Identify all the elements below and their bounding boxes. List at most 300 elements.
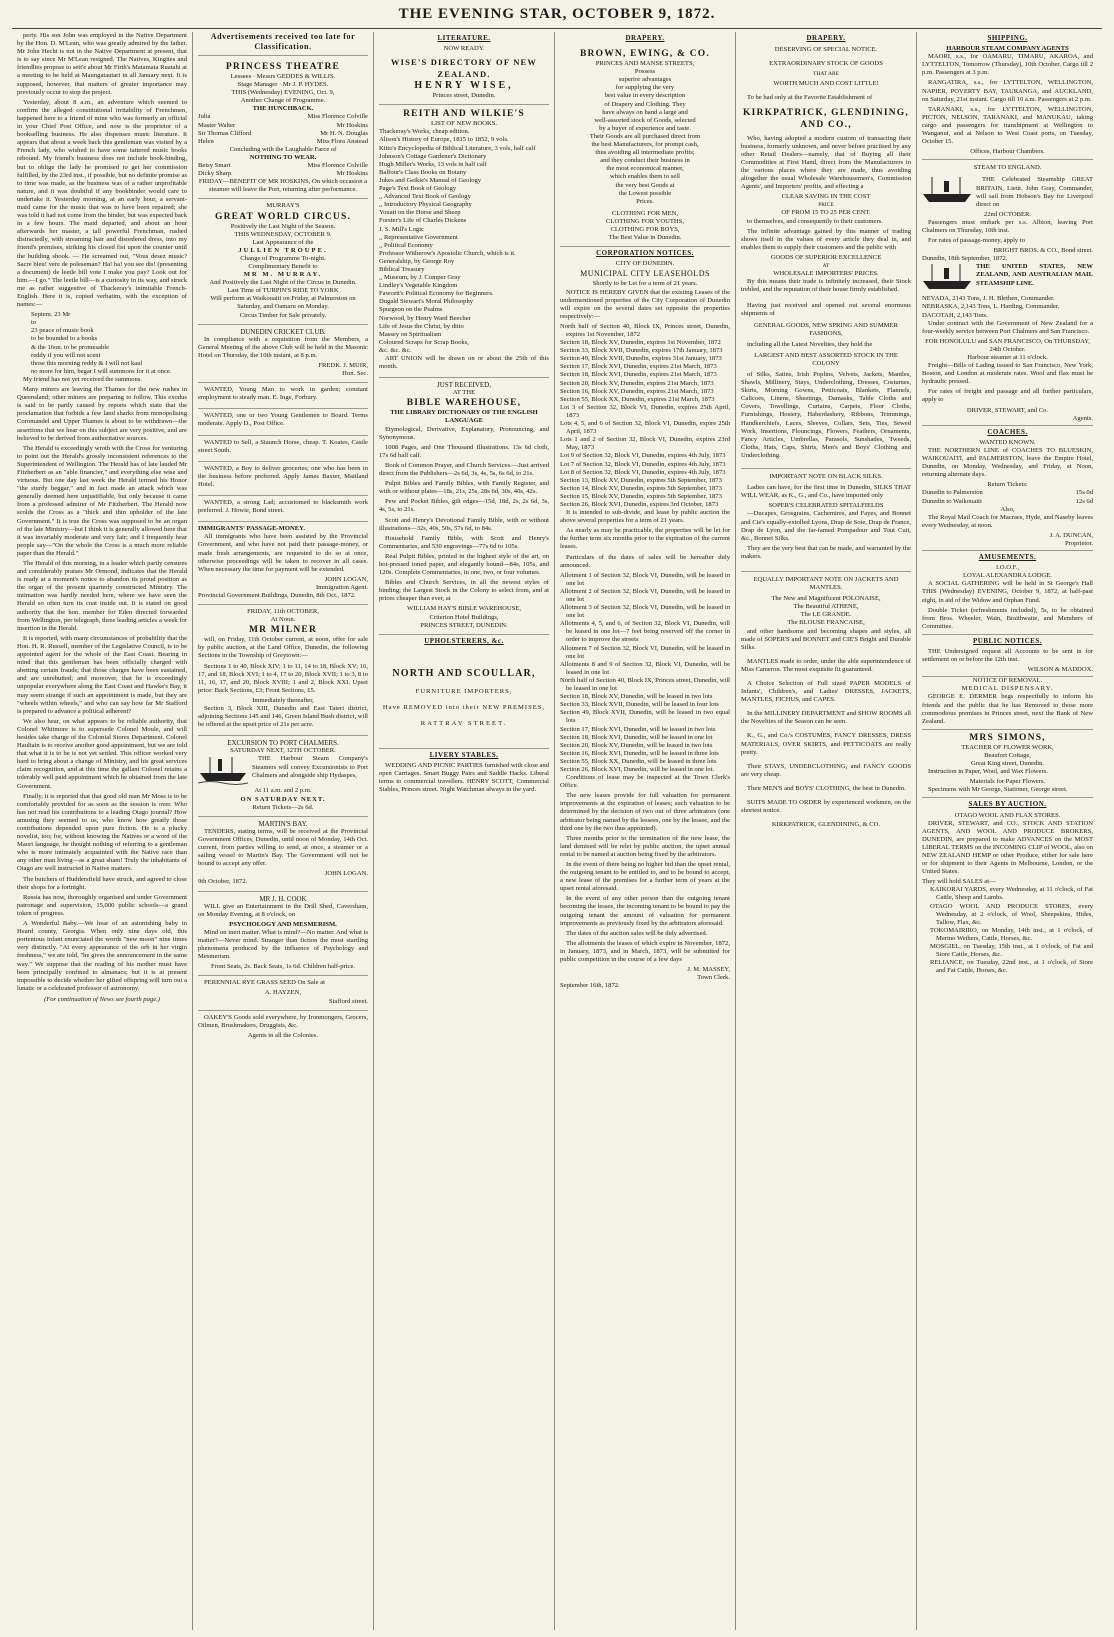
book-item: Massey on Spiritualism (379, 330, 442, 338)
news-paragraph: The butchers of Huddersfield have struck, and agreed to close their shops for a fortnight. (17, 875, 187, 891)
kirk-to: to themselves, and consequently to their customers. (747, 217, 883, 225)
allotment-item: Section 49, Block XVII, Dunedin, will be leased in two equal lots (560, 709, 730, 725)
northern-line: THE NORTHERN LINE of COACHES TO BLUESKIN, WAIKOUAITI, and PALMERSTON, leave the Empire Hotel, Dunedin, on Monday, Wednesday, and Friday, at Noon, returning alternate days. (922, 446, 1093, 479)
book-item: Fawcett's Political Economy for Beginners. (379, 290, 494, 298)
kirk-of: OF FROM 15 TO 25 PER CENT. (781, 209, 871, 217)
book-item: Forster's Life of Charles Dickens (379, 217, 467, 225)
steamship-icon (922, 176, 972, 206)
wanted-ad (198, 383, 368, 409)
circus-title: GREAT WORLD CIRCUS. (214, 211, 352, 222)
bible-at: AT THE (452, 389, 476, 397)
allotment-item: Allotment 1 of Section 32, Block VI, Dunedin, will be leased in one lot (560, 571, 730, 587)
bible-body: 1008 Pages, and One Thousand Illustrations. 13s 6d cloth, 17s 6d half calf. (379, 443, 549, 459)
ship-item: NEBRASKA, 2,143 Tons, L. Harding, Commander. (922, 303, 1060, 311)
north-addr: RATTRAY STREET. (420, 720, 508, 727)
column-5 (736, 32, 917, 1630)
reith-sub: LIST OF NEW BOOKS. (430, 120, 498, 128)
brown-line: the most economical manner, (606, 165, 684, 173)
cast-role: Julia (198, 113, 211, 121)
kirk-having: Having just received and opened out several enormous shipments of (741, 302, 911, 318)
wanted-known: WANTED KNOWN. (979, 438, 1036, 446)
ioof: I.O.O.F., (995, 564, 1020, 572)
reith-title: REITH AND WILKIE'S (403, 109, 525, 120)
milner-more: Section 3, Block XIII, Dunedin and East Taieri district, adjoining Sections 145 and 146, Green Island Bush district, will be offered at the upset price of 21s per acre. (198, 705, 368, 729)
martins-title: MARTIN'S BAY. (258, 819, 308, 828)
wanted-text: WANTED, one or two Young Gentlemen to Board. Terms moderate. Apply D., Post Office. (198, 412, 368, 428)
lease-item: Section 20, Block XV, Dunedin, expires 21st March, 1873 (560, 379, 714, 387)
lease-list (560, 323, 730, 509)
book-item: ,, Museum, by J. Comper Gray (379, 274, 461, 282)
milner-date: FRIDAY, 11th OCTOBER, (247, 608, 319, 616)
wise-name: HENRY WISE, (414, 80, 514, 92)
bible-body: Pulpit Bibles and Family Bibles, with Family Register, and with or without plates—18s, 21s, 25s, 28s 6d, 30s, 40s, 42s. (379, 480, 549, 496)
book-item: Dugald Stewart's Moral Philosophy (379, 298, 474, 306)
maori-ad: MAORI, s.s., for OAMARU, TIMARU, AKAROA, and LYTTELTON, Tomorrow (Thursday), 10th October. Cargo till 2 p.m. Passengers at 3 p.m. (922, 53, 1093, 77)
excursion-body: THE Harbour Steam Company's Steamers will convey Excursionists to Port Chalmers and alongside ship Hydaspes, (252, 755, 368, 779)
fare-route: Dunedin to Palmerston (922, 489, 983, 497)
martins-sig: JOHN LOGAN. (324, 870, 368, 878)
cricket-ad (198, 325, 368, 384)
lease-item: Section 17, Block XVI, Dunedin, expires 21st March, 1873 (560, 363, 717, 371)
brown-line: of Drapery and Clothing. They (604, 100, 686, 108)
bible-body: Bibles and Church Services, in all the newest styles of binding; the Largest Stock in the Colony to select from, and at prices cheaper than ever, at (379, 579, 549, 603)
section-header: COACHES. (987, 427, 1028, 436)
circus-ad (198, 199, 368, 324)
dermer: GEORGE E. DERMER begs respectfully to inform his friends and the public that he has Removed to those more commodious premises in Princes street, next the Bank of New Zealand. (922, 693, 1093, 729)
kirk-sig: KIRKPATRICK, GLENDINING, & CO. (771, 821, 881, 829)
dates: The dates of the auction sales will be duly advertised. (566, 929, 708, 937)
bill-line: reddy if you will not scent (31, 351, 101, 359)
cast-actor: Miss Flora Anstead (316, 137, 368, 145)
book-item: ,, Advanced Text Book of Geology (379, 193, 471, 201)
allot: The allotments the leases of which expire in November, 1872, in January, 1873, and in March, 1873, will be submitted for public competition in the course of a few days (560, 939, 730, 964)
milner-ad (198, 605, 368, 736)
gb-ad: THE Celebrated Steamship GREAT BRITAIN, Lieut. John Gray, Commander, will sail from Hobson's Bay for Liverpool direct on (976, 176, 1093, 208)
brown-addr: PRINCES AND MANSE STREETS, (595, 60, 695, 68)
medical: MEDICAL DISPENSARY. (961, 685, 1054, 693)
harbour-agents: HARBOUR STEAM COMPANY AGENTS (946, 45, 1069, 53)
masthead: THE EVENING STAR, OCTOBER 9, 1872. (12, 6, 1102, 29)
brown-line: Prices. (636, 197, 654, 205)
section-header: PUBLIC NOTICES. (973, 636, 1042, 645)
excursion-time: At 11 a.m. and 2 p.m. (254, 787, 312, 795)
bill-line: those this morning reddy & I will not kaul (31, 359, 143, 367)
cast-actor: Mr Hoskins (336, 170, 368, 178)
cook-ad (198, 892, 368, 977)
duncan-sig: J. A. DUNCAN, (1049, 531, 1093, 539)
book-item: Biblical Treasury (379, 265, 425, 273)
brown-line: have always on hand a large and (602, 108, 688, 116)
milner-after: Immediately thereafter, (252, 696, 314, 704)
cook-title: MR J. H. COOK (259, 894, 307, 903)
bill-line: 23 peace of music book (31, 327, 94, 335)
book-item: Generalship, by George Roy (379, 257, 455, 265)
kirk-ladies: Ladies can have, for the first time in Dunedin, SILKS THAT WILL WEAR, as K., G., and Co., have imported only (741, 484, 911, 500)
simons-teacher: TEACHER OF FLOWER WORK, (961, 743, 1054, 751)
gb-ad2: Passengers must embark per s.s. Albion, leaving Port Chalmers on Thursday, 10th inst. (922, 218, 1093, 234)
circus-line: Last Appearance of the (252, 238, 314, 246)
lease-item: Section 49, Block XVII, Dunedin, expires 31st January, 1873 (560, 355, 722, 363)
brown-line: the very best Goods at (615, 181, 675, 189)
kirk-goods: GOODS OF SUPERIOR EXCELLENCE (770, 253, 882, 261)
ryegrass-ad (198, 976, 368, 1010)
book-item: Balfour's Class Books on Botany (379, 168, 467, 176)
lease-item: Section 26, Block XVI, Dunedin, expires 3rd October, 1873 (560, 500, 719, 508)
milner-body: will, on Friday, 11th October current, at noon, offer for sale by public auction, at the Land Office, Dunedin, the following Sections in the Township of Greytown:— (198, 636, 368, 660)
kirk-mantles: MANTLES made to order, under the able superintendence of Miss Cameron. The most exquisite fit guaranteed. (741, 657, 911, 673)
kirk-largest: LARGEST AND BEST ASSORTED STOCK IN THE COLONY (754, 351, 898, 367)
book-item: Youatt on the Horse and Sheep (379, 209, 461, 217)
allotment-item: Section 18, Block XV, Dunedin, will be leased in two lots (560, 693, 713, 701)
kirk-mens: Their MEN'S and BOYS' CLOTHING, the best in Dunedin. (747, 784, 906, 792)
kirk-newmag: The Beautiful ATHENE, (793, 603, 859, 611)
section-header: CORPORATION NOTICES. (596, 249, 694, 258)
lease-item: Lot 8 of Section 32, Block VI, Dunedin, expires 4th July, 1873 (560, 468, 726, 476)
loyal-lodge: LOYAL ALEXANDRA LODGE. (963, 572, 1052, 580)
section-header: DRAPERY. (806, 34, 846, 42)
ryegrass-sig: A. HAYZEN, (264, 989, 302, 997)
circus-line: Will perform at Waikouaiti on Friday, at Palmerston on Saturday, and Oamaru on Monday. (210, 295, 356, 311)
continuation-note: (For continuation of News see fourth page.) (44, 995, 160, 1003)
brown-clothing: CLOTHING FOR BOYS, (610, 225, 680, 233)
wedding-ad: WEDDING AND PICNIC PARTIES furnished with close and open Carriages. Smart Buggy Pairs and Saddle Hacks. Liberal terms to commercial travellers. HENRY SCOTT, Commercial Stables, Princes street. Night Watchman always in the yard. (379, 762, 550, 794)
theatre-title: PRINCESS THEATRE (225, 62, 341, 72)
allotment-item: Section 26, Block XVI, Dunedin, will be leased in one lot. (560, 765, 715, 773)
theatre-line: Stage Manager · Mr J. P. HYDES. (237, 81, 329, 89)
brown-line: by a buyer of experience and taste. (599, 124, 691, 132)
column-4 (555, 32, 736, 1630)
duncan-prop: Proprietor. (922, 540, 1093, 551)
circus-line: Last Time of TURPIN'S RIDE TO YORK (227, 287, 339, 295)
massey-sig: J. M. MASSEY, (687, 966, 730, 974)
book-list (379, 128, 549, 355)
circus-line: Change of Programme To-night. (240, 254, 326, 262)
reith-ad (379, 105, 549, 378)
fare-price: 12s 6d (1075, 497, 1093, 505)
simons-great: Great King street, Dunedin. (970, 760, 1045, 768)
kirk-wholesale: WHOLESALE IMPORTERS' PRICES. (773, 270, 879, 278)
kirk-infinite: The infinite advantage gained by this manner of trading shows itself in the values of every article they deal in, and enables them to supply their customers and the public with (741, 227, 911, 251)
book-item: Alison's History of Europe, 1815 to 1852, 9 vols. (379, 136, 509, 144)
lease-item: Section 14, Block XV, Dunedin, expires 5th September, 1873 (560, 484, 722, 492)
cast-role: Betsy Smart (198, 162, 231, 170)
bible-body: Scott and Henry's Devotional Family Bible, with or without illustrations—32s, 40s, 50s, 57s 6d, to 84s. (379, 516, 549, 532)
sale-item: TOKOMAIRIRO, on Monday, 14th inst., at 1 o'clock, of Merino Wethers, Cattle, Horses, &c. (930, 926, 1093, 942)
news-paragraph: perty. His son John was employed in the Native Department by the Hon. D. M'Lean, who was greatly admired by the father. Mr John Hecht is not in the Native Department at present, that is to say since Mr M'Lean resigned. The Natives, Kingites and friendlies propose to sett'e about Mr Firth's Matamata Ruatahi at a meeting to be held at Maungatautari in all January next. It is supposed, however, that matters of greater importance may previously occur to stop the project. (17, 32, 187, 96)
milner-title: MR MILNER (248, 625, 318, 636)
cast-actor: Miss Florence Colville (307, 113, 368, 121)
brown-clothing: CLOTHING FOR MEN, (611, 209, 679, 217)
cast-table (198, 162, 368, 178)
cricket-sig: FREDK. J. MUIR, (318, 362, 368, 369)
book-item: Life of Jesus the Christ, by ditto (379, 322, 464, 330)
kirk-millinery: In the MILLINERY DEPARTMENT and SHOW ROOMS all the Novelties of the Season can be seen. (741, 710, 911, 726)
allotment-item: Section 17, Block XVI, Dunedin, will be leased in two lots (560, 725, 716, 733)
wanted-text: WANTED, a strong Lad; accustomed to blacksmith work preferred. J. Howie, Bond street. (198, 499, 368, 515)
simons-beaufort: Beaufort Cottage, (984, 751, 1031, 759)
section-header: AMUSEMENTS. (978, 553, 1037, 562)
wanted-ad (198, 409, 368, 435)
ryegrass-sig: Stafford street. (328, 997, 368, 1005)
allotment-item: Allotment 2 of Section 32, Block VI, Dunedin, will be leased in one lot (560, 587, 730, 603)
book-item: ,, Introductory Physical Geography (379, 201, 472, 209)
wanted-ad (198, 436, 368, 462)
north-body: Have REMOVED into their NEW PREMISES, (382, 703, 546, 711)
rates: For rates of freight and passage and all further particulars, apply to (922, 388, 1093, 404)
kirk-suits: SUITS MADE TO ORDER by experienced workmen, on the shortest notice. (741, 799, 911, 815)
news-paragraph: The Herald is exceedingly wroth with the Cross for venturing to point out the Herald's grossly inconsistent references to the Superintendent of Wellington. The Herald has of late lauded Mr Fitzherbert as an "able financier," and everything else wise and virtuous. But one day last week the Herald termed his Honor "the sturdy beggar," and in fact made an attack which was generally deemed here unjustifiable, but only because it came from a professed admirer of Mr Fitzherbert. The Herald now scolds the Cross as a "thick and thin upholder of the late Government." It is true the Cross was supposed to be an organ of the late Ministry—but I think it is generally allowed here that it was invariably moderate and very fair; and I frequently hear people say—"On the whole the Cross is a much more reliable paper than the Herald." (17, 444, 187, 557)
theatre-line: Another Change of Programme. (240, 97, 326, 105)
rangatira-ad: RANGATIRA, s.s., for LYTTELTON, WELLINGTON, NAPIER, POVERTY BAY, TAURANGA, and AUCKLAND, on Saturday, 21st instant. Cargo till 10 a.m. Passengers at 2 p.m. (922, 79, 1093, 103)
lease-item: Section 18, Block XV, Dunedin, expires 1st November, 1872 (560, 339, 721, 347)
section-header: SHIPPING. (987, 34, 1028, 42)
driver-agents: Agents. (922, 415, 1093, 426)
column-6 (917, 32, 1098, 1630)
circus-line: THIS WEDNESDAY, OCTOBER 9. (234, 230, 332, 238)
that-are: THAT ARE (812, 71, 840, 78)
north-sub: FURNITURE IMPORTERS, (415, 687, 513, 695)
freight: Freight—Bills of Lading issued to San Francisco, New York, Boston, and London at moderate rates. Wool and flax must be hydraulic pressed. (922, 362, 1093, 386)
now-ready: NOW READY. (443, 45, 485, 53)
otago-stores: OTAGO WOOL AND FLAX STORES. (954, 811, 1061, 819)
ryegrass-title: PERENNIAL RYE GRASS SEED On Sale at (204, 979, 326, 987)
circus-line: Circus Timber for Sale privately. (239, 311, 327, 319)
kirk-other: and other handsome and becoming shapes and styles, all made of SOPER'S and BONNET and CIE'S Bright and Durable Silks. (741, 627, 911, 651)
oakey-ad (198, 1011, 368, 1044)
gb-ad3: For rates of passage-money, apply to (928, 237, 1025, 245)
circus-line: JULLIEN TROUPE. (238, 246, 328, 254)
allotment-item: Section 20, Block XV, Dunedin, will be leased in two lots (560, 741, 713, 749)
section-header: SALES BY AUCTION. (968, 800, 1047, 809)
kirk-body: Who, having adopted a modern custom of transacting their business, formerly unknown, and never before practised by any other Retail Dealers—namely, that of Buying all their Commodities at First Hand, direct from the Manufacturers in the various places where they are made, thus avoiding altogether the usual Wholesale Warehousemen's, Commission Agents', and Importers' profits, and effecting a (741, 134, 911, 191)
circus-line: Positively the Last Night of the Season. (230, 222, 336, 230)
bible-lib: THE LIBRARY DICTIONARY OF THE ENGLISH LANGUAGE (390, 409, 538, 425)
gb-date2: Dunedin, 18th September, 1872. (922, 255, 1008, 263)
bible-title: JUST RECEIVED, (437, 381, 491, 390)
removal: NOTICE OF REMOVAL. (972, 677, 1043, 685)
fares-table (922, 489, 1093, 505)
columns (12, 32, 1102, 1630)
book-item: ,, Representative Government (379, 233, 458, 241)
immigrants-ad (198, 522, 368, 605)
theatre-line: Concluding with the Laughable Farce of (229, 145, 337, 153)
massey-date: September 16th, 1872. (560, 982, 620, 990)
milner-sections: Sections 1 to 40, Block XIV; 1 to 11, 14 to 18, Block XV; 16, 17, and 18, Block XVI; 1 to 4, 17 to 20, Block XVII; 1 to 3, 8 to 11, 16, 17, and 20, Block XVIII; 1 and 2, Block XXI. Upset price: Back Sections, £3; Front Sections, £5. (198, 662, 368, 694)
sale-item: KAIKORAI YARDS, every Wednesday, at 11 o'clock, of Fat Cattle, Sheep and Lambs. (930, 886, 1093, 902)
brown-line: Their Goods are all purchased direct from (589, 132, 701, 140)
excursion-day: ON SATURDAY NEXT. (240, 795, 326, 803)
driver-body: DRIVER, STEWART, and CO., STOCK AND STATION AGENTS, AND WOOL AND PRODUCE BROKERS, DUNEDIN, are prepared to make ADVANCES on the MOST LIBERAL TERMS on the INCOMING CLIP of WOOL, also on NEW ZEALAND HEMP or other Produce, either for sale here or for shipment to their Agents in Melbourne, London, or the United States. (922, 819, 1093, 876)
ships-list (922, 295, 1093, 319)
sale-list (922, 886, 1093, 975)
book-item: J. S. Mill's Logic (379, 225, 424, 233)
kirk-costumes: K., G., and Co.'s COSTUMES, FANCY DRESSES, DRESS MATERIALS, OVER SKIRTS, and PETTICOATS are really pretty. (741, 732, 911, 756)
shortly: Shortly to be Let for a term of 21 years. (592, 280, 698, 288)
kirk-ducapes: —Ducapes, Grosgrains, Cachemires, and Fayes, and Bonnet and Cie's equally-extolled Lyons, Drap de Soie, Drap de France, Drap de Lyon, and the far-famed Pompadour and Tout Cuit, &c., Bonnet Silks. (741, 510, 911, 542)
double-ticket: Double Ticket (refreshments included), 5s, to be obtained from Bros. Wheeler, Wain, Braithwaite, and Members of Committee. (922, 607, 1093, 635)
circus-line: Complimentary Benefit to (248, 262, 318, 270)
news-paragraph: We also hear, on what appears to be reliable authority, that Colonel Whitmore is to supersede Colonel Moule, and will besides take charge of the Colonial Stores Department. Colonel Haultain is to receive another good appointment, but we are told that what it is to be is not yet settled. This officer worked very hard to bring about a change of Ministry, and his great services claim recognition, and at this time the gallant Colonel retains a tolerably well paid appointment which he obtained from the late Government. (17, 717, 187, 790)
simons-instruction: Instruction in Paper, Wool, and Wax Flowers. (928, 768, 1048, 776)
allotment-item: Allotment 7 of Section 32, Block VI, Dunedin, will be leased in one lot (560, 644, 730, 660)
fare-route: Dunedin to Waikouaiti (922, 497, 982, 505)
event: In the event of there being no higher bid than the upset rental, the outgoing tenant to be entitled to, and to be bound to accept, a new lease of the premises for a further term of years at the upset rental aforesaid. (560, 861, 730, 893)
section-header: LIVERY STABLES. (429, 751, 499, 760)
bill-line: no more for him, begar I will summons for it at once. (31, 367, 172, 375)
allotment-item: Section 33, Block XVII, Dunedin, will be leased in four lots (560, 701, 719, 709)
book-item: Professor Witherow's Apostolic Church, which is it. (379, 249, 516, 257)
allotment-item: Allotments 8 and 9 of Section 32, Block VI, Dunedin, will be leased in one lot (560, 660, 730, 676)
column-2 (193, 32, 374, 1630)
lease-item: Section 15, Block XV, Dunedin, expires 5th September, 1873 (560, 492, 722, 500)
cook-body2: Mind on inert matter. What is mind?—No matter. And what is matter?—Never mind. Stranger than fiction the most startling phenomena produced by the influence of Psychology and Mesmerism. (198, 928, 368, 961)
simons-specimens: Specimens with Mr George, Stationer, George street. (922, 786, 1093, 798)
deserving: DESERVING OF SPECIAL NOTICE. (774, 46, 878, 54)
north-ad (379, 648, 549, 749)
wanted-ad (198, 462, 368, 496)
book-item: Thackeray's Works, cheap edition. (379, 128, 470, 136)
book-item: Coloured Scraps for Scrap Books, (379, 338, 469, 346)
kirk-equally: EQUALLY IMPORTANT NOTE ON JACKETS AND MANTLES. (741, 571, 911, 592)
section-header: LITERATURE. (437, 34, 491, 42)
wanted-text: WANTED to Sell, a Staunch Horse, cheap. T. Koates, Castle street South. (198, 438, 368, 454)
steamship-icon (922, 263, 972, 293)
excursion-title: EXCURSION TO PORT CHALMERS. (227, 739, 339, 748)
kirk-newmag: The BLOUSE FRANCAISE, (787, 619, 865, 627)
book-item: Hugh Miller's Works, 13 vols in half calf (379, 160, 487, 168)
lease-item: Lot 9 of Section 32, Block VI, Dunedin, expires 4th July, 1873 (560, 452, 726, 460)
news-paragraph: My friend has not yet received the summons. (23, 375, 143, 383)
kirk-silks: of Silks, Satins, Irish Poplins, Velvets, Jackets, Mantles, Shawls, Millinery, Stays, Underclothing, Dresses, Costumes, Skirts, Morning Gowns, Petticoats, Blankets, Flannels, Calicoes, Linens, Sheetings, Damasks, Table Cloths and Covers, Towellings, Curtains, Carpets, Floor Cloths, Furnishings, Hosiery, Haberdashery, Ribbons, Trimmings, Handkerchiefs, Laces, Sleeves, Collars, Sets, Ties, Sewed Work, Insertions, Flouncings, Flowers, Feathers, Ornaments, Fancy Articles, Umbrellas, Parasols, Sunshades, Tweeds, Cloths, Hats, Caps, Shirts, Men's and Boys' Clothing and Underclothing. (741, 371, 911, 459)
cricket-sig: Hon. Sec. (342, 370, 368, 378)
cook-body: WILL give an Entertainment in the Drill Shed, Caversham, on Monday Evening, at 8 o'clock, on (198, 902, 368, 918)
to-be-had: To be had only at the Favorite Establishment of (747, 94, 873, 102)
circus-pre: MURRAY'S (266, 202, 300, 210)
brown-ad (560, 45, 730, 247)
notice-body: NOTICE IS HEREBY GIVEN that the existing Leases of the undermentioned properties of the City Corporation of Dunedin will expire on the several dates set opposite the properties respectively:— (560, 288, 730, 320)
immigrants-title: IMMIGRANTS' PASSAGE-MONEY. (198, 525, 305, 533)
harbour-steamer: Harbour steamer at 11 o'clock. (967, 354, 1048, 361)
brown-line: best value in every description (604, 92, 686, 100)
cricket-title: DUNEDIN CRICKET CLUB. (240, 327, 326, 336)
cast-role: Master Walter (198, 121, 236, 129)
event2: In the event of any other person than the outgoing tenant becoming the lessee, the incoming tenant to be bound to pay the outgoing tenant the amount of valuation for permanent improvements as previously fixed by the arbitrators aforesaid. (560, 895, 730, 927)
wise-title: WISE'S DIRECTORY OF NEW ZEALAND. (390, 57, 538, 80)
allotment-item: Section 18, Block XVI, Dunedin, will be leased in one lot (560, 733, 713, 741)
simons-materials: Materials for Paper Flowers. (969, 778, 1046, 786)
extraordinary: EXTRAORDINARY STOCK OF GOODS (769, 60, 883, 68)
sale-item: RELIANCE, on Tuesday, 22nd inst., at 1 o'clock, of Store and Fat Cattle, Horses, &c. (930, 959, 1093, 975)
royal-mail: The Royal Mail Coach for Macraes, Hyde, and Naseby leaves every Wednesday, at noon. (922, 513, 1093, 529)
lease-item: Section 18, Block XVI, Dunedin, expires 21st March, 1873 (560, 371, 717, 379)
undersigned: THE Undersigned request all Accounts to be sent in for settlement on or before the 12th inst. (922, 648, 1093, 664)
kirk-soper: SOPER'S CELEBRATED SPITALFIELDS (768, 502, 884, 510)
newlease: The new leases provide for full valuation for permanent improvements at the expiration of leases; such valuation to be determined by the decision of two out of three arbitrators (one arbitrator being named by the lessees, one by the lessee, and the third one by the two thus appointed). (560, 792, 730, 832)
worth: WORTH MUCH AND COST LITTLE! (773, 80, 879, 88)
book-item: Jukes and Geikie's Manual of Geology (379, 176, 482, 184)
brown-clothing: CLOTHING FOR YOUTHS, (606, 217, 684, 225)
usa-line: THE UNITED STATES, NEW ZEALAND, AND AUSTRALIAN MAIL STEAMSHIP LINE. (976, 263, 1093, 287)
gb-date: 22nd OCTOBER. (983, 210, 1032, 218)
excursion-date: SATURDAY NEXT, 12TH OCTOBER. (230, 747, 336, 755)
bill-line: to be bounded to a books (31, 335, 98, 343)
oakey-body: OAKEY'S Goods sold everywhere, by Ironmongers, Grocers, Oilmen, Brushmakers, Druggists, &c. (198, 1013, 368, 1029)
kirk-general: GENERAL GOODS, NEW SPRING AND SUMMER FASHIONS, (754, 321, 898, 337)
lease-item: Lot 3 of Section 32, Block VI, Dunedin, expires 25th April, 1873 (560, 403, 730, 419)
kirk-newmag: The New and Magnificent POLONAISE, (771, 595, 881, 603)
bible-sig: Criterion Hotel Buildings, (429, 613, 499, 621)
milner-noon: At Noon. (270, 616, 296, 624)
brown-line: superior advantages (618, 76, 672, 84)
cricket-body: In compliance with a requisition from the Members, a General Meeting of the above Club will be held in the Masonic Hotel on Thursday, the 10th instant, at 8 p.m. (198, 335, 368, 359)
wise-ad (379, 53, 549, 105)
theatre-line: Lessees · Messrs GEDDES & WILLIS. (230, 73, 336, 80)
social: A SOCIAL GATHERING will be held in St George's Hall THIS (Wednesday) EVENING, October 9, 1872, at half-past eight, in aid of the Widow and Orphan Fund. (922, 580, 1093, 604)
news-paragraph: The Herald of this morning, in a leader which partly censures and considerably praises Mr Ormond, indicates that the Herald is ready at a moment's notice to abandon its proud position as the organ of the present quarterly constructed Ministry. The intimation was hardly needed here, where we have seen the Herald so often turn its coat inside out. It is stated on good authority that the hon. member for Eden directed forwarded from Wellington, per telegraph, three leading articles a week for insertion in the Herald. (17, 560, 187, 632)
bill-line: to (31, 319, 37, 327)
news-paragraph: Yesterday, about 8 a.m., an adventure which seemed to confirm the alleged constitutional irritability of Frenchmen, happened here to a friend of mine who was formerly an official in your Chief Post Office, and now is the proprietor of a bookselling business. He also dispenses music literature. It appears that about a week back this gentleman was visited by a French lady, who wished to have some tattered music books rebound. My friend's business does not include book-binding, but to oblige the lady he promised to get her commission fulfilled, by the 23rd inst., if possible, but no definite promise as to time was made, as the business was of a rather unprofitable nature, and it was doubtful if any bookbinder would care to undertake it. Yesterday morning, at an early hour, a servant-maid came for the music that was to have been repaired; she was told it had not come from the binder, but was expected back in a few hours. The maid departed, and about an hour afterwards her master, a tall powerful Frenchman, rushed distractedly, with streaming hair and disordered dress, into my friend's premises, striking his closed fist upon the counter until the building shook. — He screamed out, "Vous desez music? Sacre bleu! vere de poleseman? Ha! ha! you see dis! (presenting a document) de leetle bill vote I make you pay? Look out for him.—I go." The leetle bill—is a curiosity in its way, and struck me as rather suggestive of Thackeray's inimitable French-English. Here it is, copied verbatim, with the exception of names:— (17, 98, 187, 309)
theatre-line: NOTHING TO WEAR. (249, 153, 317, 161)
kirk-clear: CLEAR SAVING IN THE COST (781, 193, 871, 201)
excursion-fare: Return Tickets—2s 6d. (252, 803, 314, 811)
wanted-text: WANTED, a Boy to deliver groceries; one who has been in the business before preferred. Apply James Baxter, Maitland Hotel. (198, 464, 368, 488)
kirk-important: IMPORTANT NOTE ON BLACK SILKS. (741, 468, 911, 481)
bill-line: & the 16on. to be promesable (31, 343, 110, 351)
sale-item: OTAGO WOOL AND PRODUCE STORES, every Wednesday, at 2 o'clock, of Wool, Sheepskins, Hides, Tallow, Flax, &c. (930, 902, 1093, 926)
immigrants-sig: Provincial Government Buildings, Dunedin, 8th Oct., 1872. (198, 591, 356, 599)
cast-role: Sir Thomas Clifford (198, 129, 252, 137)
brown-line: the best Manufacturers, for prompt cash, (591, 141, 699, 149)
allotment-list (560, 572, 730, 774)
leaseholds-title: MUNICIPAL CITY LEASEHOLDS (580, 269, 710, 279)
brown-line: for supplying the very (615, 84, 675, 92)
cook-topic: PSYCHOLOGY AND MESMERISM. (229, 920, 337, 928)
brown-line: and they conduct their business in (600, 157, 690, 165)
simons-title: MRS SIMONS, (969, 732, 1046, 743)
martins-ad (198, 817, 368, 892)
north-title: NORTH AND SCOULLAR, (392, 667, 536, 679)
news-paragraph: Russia has now, thoroughly organised and under Government patronage and supervision, 15,000 public schools—a grand token of progress. (17, 893, 187, 917)
cast-actor: Mr Hoskins (336, 121, 368, 129)
massey-sig: Town Clerk. (697, 974, 730, 982)
column-1 (12, 32, 193, 1630)
lease-item: Lots 1 and 2 of Section 32, Block VI, Dunedin, expires 23rd May, 1873 (560, 436, 730, 452)
immigrants-sig: JOHN LOGAN, (324, 575, 368, 583)
kirk-choice: A Choice Selection of Full sized PAPER MODELS of Infants', Children's, and Ladies' DRESSES, JACKETS, MANTLES, FICHUS, and CAPES. (741, 680, 911, 704)
bill-line: Septem. 23 Mr (31, 311, 71, 319)
bible-ad (379, 378, 549, 635)
allotment-item: North half of Section 40, Block IX, Princes street, Dunedin, will be leased in one lot (560, 676, 730, 693)
steam-england: STEAM TO ENGLAND. (973, 164, 1042, 172)
book-item: Norwood, by Henry Ward Beecher (379, 314, 471, 322)
art-union: ART UNION will be drawn on or about the 25th of this month. (379, 355, 549, 371)
theatre-ad (198, 58, 368, 199)
allotment-item: Allotment 3 of Section 32, Block VI, Dunedin, will be leased in one lot (560, 604, 730, 620)
bible-sig: WILLIAM HAY'S BIBLE WAREHOUSE, (406, 605, 521, 613)
oakey-agents: Agents in all the Colonies. (247, 1031, 319, 1039)
cast-table (198, 113, 368, 145)
kirk-title: KIRKPATRICK, GLENDINING, AND CO., (743, 107, 909, 130)
bill-quote (17, 311, 187, 376)
brown-clothing: The Best Value in Dunedin. (608, 234, 682, 242)
taranaki-ad: TARANAKI, s.s., for LYTTELTON, WELLINGTON, PICTON, NELSON, TARANAKI, and MANUKAU, taking cargo and passengers for transhipment at Wellington to Wanganui, and at Nelson to West Coast ports, on Tuesday, October 15. (922, 105, 1093, 146)
bible-body: Etymological, Derivative, Explanatory, Pronouncing, and Synonymous. (379, 425, 549, 441)
book-item: ,, Political Economy (379, 241, 433, 249)
kirk-including: including all the Latest Novelties, they hold the (747, 340, 873, 348)
ship-item: DACOTAH, 2,143 Tons. (922, 311, 988, 319)
brown-line: thus avoiding all intermediate profits; (595, 149, 695, 157)
bible-body: Book of Common Prayer, and Church Services.—Just arrived direct from the Publishers—2s 6d, 3s, 4s, 5s, 6s 6d, to 21s. (379, 461, 549, 478)
